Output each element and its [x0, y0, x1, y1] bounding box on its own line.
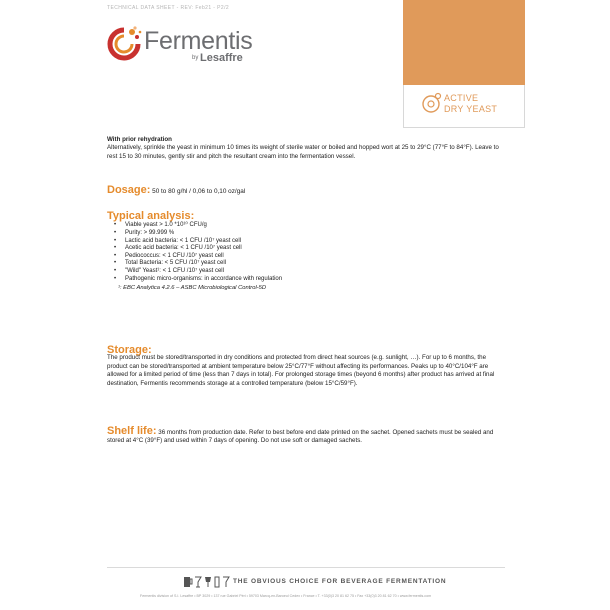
analysis-footnote: ¹: EBC Analytica 4.2.6 – ASBC Microbiological Control-5D: [118, 285, 267, 292]
badge-line-1: ACTIVE: [444, 93, 479, 103]
footer-tagline: THE OBVIOUS CHOICE FOR BEVERAGE FERMENTATION: [233, 578, 447, 585]
footer-divider: [107, 567, 505, 568]
yeast-cell-icon: [419, 91, 443, 115]
footer-address: Fermentis division of S.I. Lesaffre • BP 3029 • 137 rue Gabriel Péri • 59703 Marcq-en-Baroeul Cedex • France • T. +33(0)3 20 81 62 75 • Fax +33(0)3 20 81 62 70 • www.fermentis.com: [140, 594, 432, 598]
beverage-glasses-icon: [183, 575, 231, 589]
list-item: • Viable yeast > 1.0 *10¹⁰ CFU/g: [125, 222, 505, 230]
rehydration-text: Alternatively, sprinkle the yeast in minimum 10 times its weight of sterile water or boiled and hopped wort at 25 to 29°C (77°F to 84°F). Leave to rest 15 to 30 minutes, gently stir and pitch the resultant cream into the fermentation vessel.: [107, 144, 499, 160]
list-item: • Total Bacteria: < 5 CFU /10⁷ yeast cell: [125, 260, 505, 268]
list-item: • "Wild" Yeast¹: < 1 CFU /10⁷ yeast cell: [125, 268, 505, 276]
orange-header-panel: [403, 0, 525, 85]
logo-by: by: [192, 55, 199, 61]
storage-text: The product must be stored/transported in dry conditions and protected from direct heat sources (e.g. sunlight, …). For up to 6 months, the product can be stored/transported at ambient temperature below 25°C/77°F without affecting its performances. Peaks up to 40°C/104°F are allowed for a limited period of time (less than 7 days in total). For prolonged storage times (beyond 6 months) after product has arrived at final destination, Fermentis recommends storage at a controlled temperature (below 15°C/59°F).: [107, 354, 495, 387]
badge-line-2: DRY YEAST: [444, 104, 498, 114]
analysis-section: [107, 212, 505, 293]
shelf-life-section: [107, 427, 505, 446]
list-item: • Pathogenic micro-organisms: in accordance with regulation: [125, 276, 505, 284]
list-item: • Purity: > 99.999 %: [125, 230, 505, 238]
storage-section: [107, 346, 505, 388]
dosage-text: 50 to 80 g/hl / 0,06 to 0,10 oz/gal: [152, 188, 246, 195]
logo-name: Fermentis: [144, 27, 253, 55]
active-dry-yeast-badge: [403, 85, 525, 128]
fermentis-logo-icon: [104, 24, 144, 64]
shelf-life-text: 36 months from production date. Refer to best before end date printed on the sachet. Opened sachets must be sealed and stored at 4°C (39°F) and used within 7 days of opening. Do not use soft or damaged sachets.: [107, 429, 494, 445]
list-item: • Acetic acid bacteria: < 1 CFU /10⁷ yeast cell: [125, 245, 505, 253]
fermentis-logo: [104, 24, 264, 69]
shelf-life-heading: Shelf life:: [107, 425, 157, 437]
document-header: TECHNICAL DATA SHEET - REV: Feb21 - P2/2: [107, 5, 230, 11]
list-item: • Lactic acid bacteria: < 1 CFU /10⁷ yeast cell: [125, 238, 505, 246]
rehydration-heading: With prior rehydration: [107, 136, 172, 143]
dosage-heading: Dosage:: [107, 184, 151, 196]
list-item: • Pediococcus: < 1 CFU /10⁷ yeast cell: [125, 253, 505, 261]
analysis-heading: Typical analysis:: [107, 210, 195, 222]
rehydration-section: [107, 136, 505, 161]
logo-lesaffre: Lesaffre: [200, 52, 243, 64]
storage-heading: Storage:: [107, 344, 152, 356]
dosage-section: [107, 186, 505, 196]
analysis-list: [107, 222, 505, 283]
